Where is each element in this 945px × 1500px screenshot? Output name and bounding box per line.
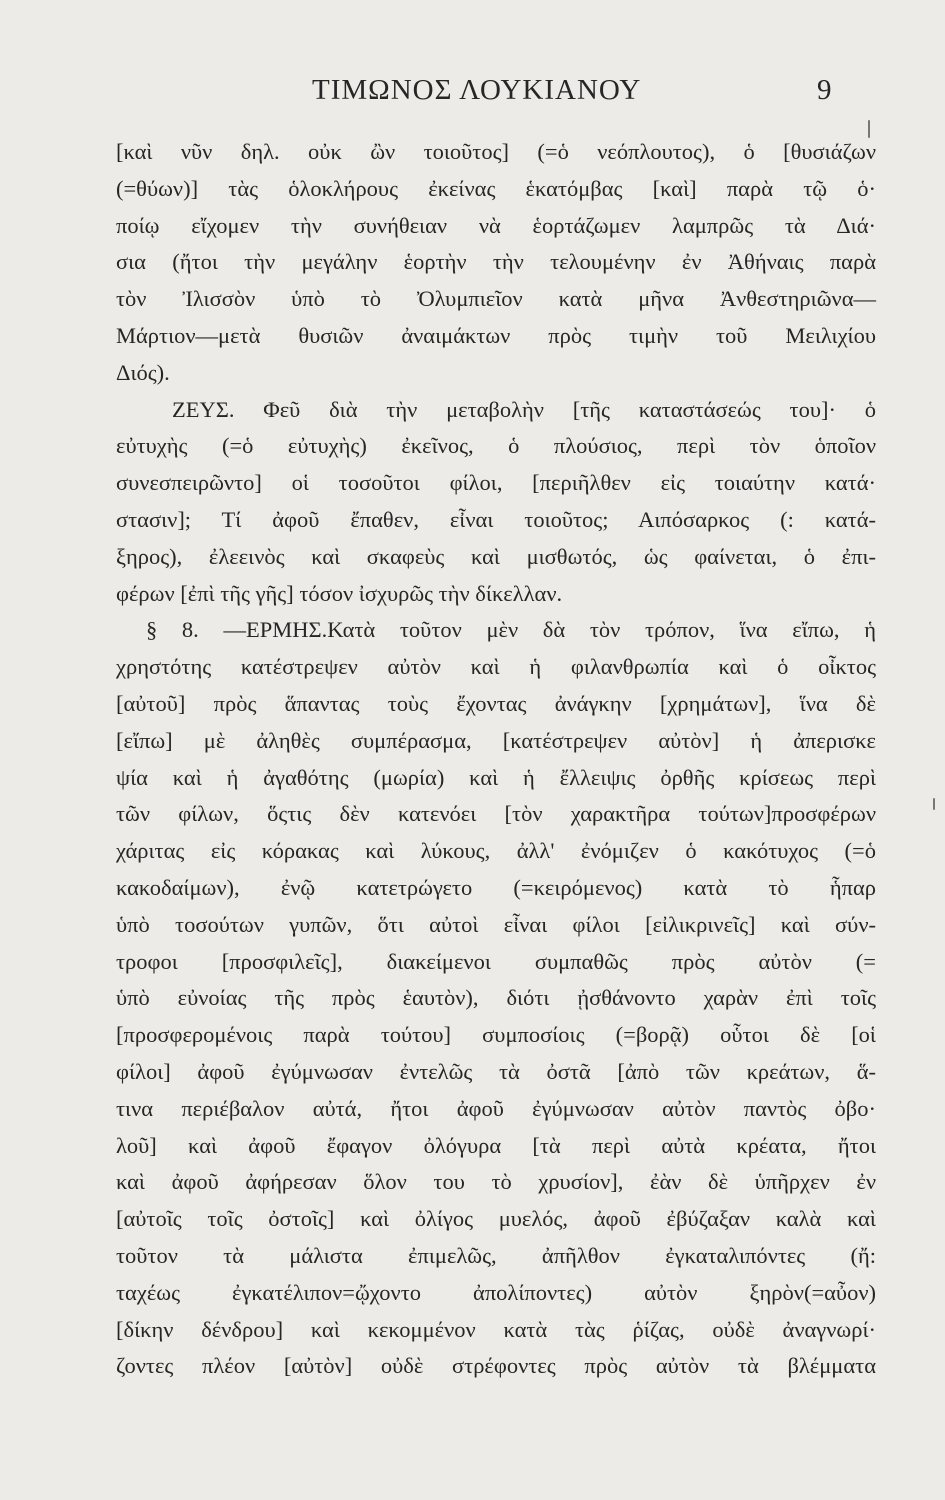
text-line: συνεσπειρῶντο] οἱ τοσοῦτοι φίλοι, [περιῆλθεν εἰς τοιαύτην κατά· [116,470,876,496]
body-text [116,134,876,1385]
text-line: ξηρος), ἐλεεινὸς καὶ σκαφεὺς καὶ μισθωτός, ὡς φαίνεται, ὁ ἐπι- [116,543,876,569]
print-speck [868,120,870,138]
text-line: [προσφερομένοις παρὰ τούτου] συμποσίοις (=βορᾷ) οὗτοι δὲ [οἱ [116,1022,876,1048]
text-line: ταχέως ἐγκατέλιπον=ᾤχοντο ἀπολίποντες) αὐτὸν ξηρὸν(=αὖον) [116,1279,876,1305]
text-line: τῶν φίλων, ὅςτις δὲν κατενόει [τὸν χαρακτῆρα τούτων]προσφέρων [116,801,876,827]
text-line-section: § 8. —ΕΡΜΗΣ.Κατὰ τοῦτον μὲν δὰ τὸν τρόπον, ἵνα εἴπω, ἡ [146,617,876,643]
text-line: [καὶ νῦν δηλ. οὐκ ὢν τοιοῦτος] (=ὁ νεόπλουτος), ὁ [θυσιάζων [116,139,876,164]
text-line: ὑπὸ τοσούτων γυπῶν, ὅτι αὐτοὶ εἶναι φίλοι [εἰλικρινεῖς] καὶ σύν- [116,911,876,937]
page-number: 9 [817,74,832,106]
text-line: κακοδαίμων), ἐνῷ κατετρώγετο (=κειρόμενος) κατὰ τὸ ἧπαρ [116,874,876,900]
text-line: χάριτας εἰς κόρακας καὶ λύκους, ἀλλ' ἐνόμιζεν ὁ κακότυχος (=ὁ [116,838,876,864]
text-line: σια (ἤτοι τὴν μεγάλην ἑορτὴν τὴν τελουμένην ἐν Ἀθήναις παρὰ [116,249,876,275]
text-line: Μάρτιον—μετὰ θυσιῶν ἀναιμάκτων πρὸς τιμὴν τοῦ Μειλιχίου [116,322,876,348]
text-line: ψία καὶ ἡ ἀγαθότης (μωρία) καὶ ἡ ἔλλειψις ὀρθῆς κρίσεως περὶ [116,764,876,790]
text-line: στασιν]; Τί ἀφοῦ ἔπαθεν, εἶναι τοιοῦτος; Αιπόσαρκος (: κατά- [116,506,876,532]
text-line: λοῦ] καὶ ἀφοῦ ἔφαγον ὀλόγυρα [τὰ περὶ αὐτὰ κρέατα, ἤτοι [116,1132,876,1158]
text-line: Διός). [116,359,170,385]
text-line: ὑπὸ εὐνοίας τῆς πρὸς ἑαυτὸν), διότι ᾐσθάνοντο χαρὰν ἐπὶ τοῖς [116,985,876,1011]
text-line: καὶ ἀφοῦ ἀφήρεσαν ὅλον του τὸ χρυσίον], ἐὰν δὲ ὑπῆρχεν ἐν [116,1169,876,1195]
text-line: ζοντες πλέον [αὐτὸν] οὐδὲ στρέφοντες πρὸς αὐτὸν τὰ βλέμματα [116,1353,876,1379]
text-line-speaker: ΖΕΥΣ. Φεῦ διὰ τὴν μεταβολὴν [τῆς καταστάσεώς του]· ὁ [172,396,876,422]
text-line: ποίῳ εἴχομεν τὴν συνήθειαν νὰ ἑορτάζωμεν λαμπρῶς τὰ Διά· [116,212,876,238]
text-line: τὸν Ἰλισσὸν ὑπὸ τὸ Ὀλυμπιεῖον κατὰ μῆνα Ἀνθεστηριῶνα— [116,286,876,312]
running-head [0,74,945,114]
text-line: (=θύων)] τὰς ὁλοκλήρους ἐκείνας ἑκατόμβας [καὶ] παρὰ τῷ ὁ· [116,175,876,201]
text-line: τοῦτον τὰ μάλιστα ἐπιμελῶς, ἀπῆλθον ἐγκαταλιπόντες (ἤ: [116,1242,876,1268]
text-line: [εἴπω] μὲ ἀληθὲς συμπέρασμα, [κατέστρεψεν αὐτὸν] ἡ ἀπερισκε [116,727,876,753]
text-line: τροφοι [προσφιλεῖς], διακείμενοι συμπαθῶς πρὸς αὐτὸν (= [116,948,876,974]
text-line: εὐτυχὴς (=ὁ εὐτυχὴς) ἐκεῖνος, ὁ πλούσιος, περὶ τὸν ὁποῖον [116,433,876,459]
text-line: φέρων [ἐπὶ τῆς γῆς] τόσον ἰσχυρῶς τὴν δίκελλαν. [116,580,563,606]
text-line: τινα περιέβαλον αὐτά, ἤτοι ἀφοῦ ἐγύμνωσαν αὐτὸν παντὸς ὀβο· [116,1095,876,1121]
text-line: [αὐτοῖς τοῖς ὀστοῖς] καὶ ὀλίγος μυελός, ἀφοῦ ἐβύζαξαν καλὰ καὶ [116,1206,876,1232]
running-title: ΤΙΜΩΝΟΣ ΛΟΥΚΙΑΝΟΥ [312,74,642,106]
text-line: [δίκην δένδρου] καὶ κεκομμένον κατὰ τὰς ῥίζας, οὐδὲ ἀναγνωρί· [116,1316,876,1342]
print-speck [933,798,935,810]
text-line: [αὐτοῦ] πρὸς ἅπαντας τοὺς ἔχοντας ἀνάγκην [χρημάτων], ἵνα δὲ [116,690,876,716]
text-line: φίλοι] ἀφοῦ ἐγύμνωσαν ἐντελῶς τὰ ὀστᾶ [ἀπὸ τῶν κρεάτων, ἅ- [116,1058,876,1084]
text-line: χρηστότης κατέστρεψεν αὐτὸν καὶ ἡ φιλανθρωπία καὶ ὁ οἶκτος [116,654,876,680]
